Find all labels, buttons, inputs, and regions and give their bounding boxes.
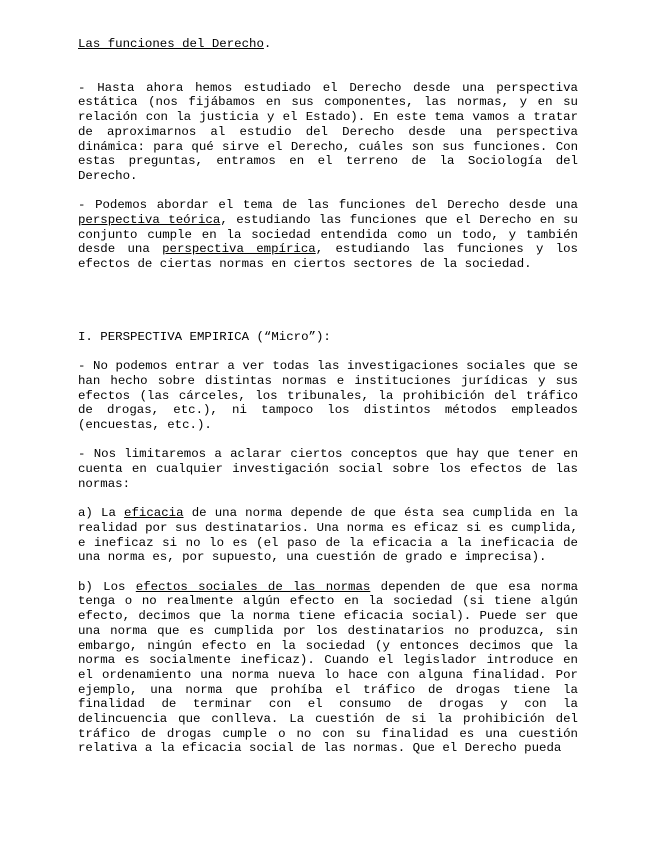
document-title-period: . <box>263 37 272 51</box>
paragraph-eficacia-text-2: de una norma depende de que ésta sea cumplida en la realidad por sus destinatarios. Una norma es eficaz si es cumplida, e ineficaz si no lo es (el paso de la eficacia a la ineficacia de una norma es, por supuesto, una cuestión de grado e imprecisa). <box>78 506 578 565</box>
paragraph-eficacia <box>78 506 578 565</box>
paragraph-efectos-text-2: dependen de que esa norma tenga o no realmente algún efecto en la sociedad (si tiene algún efecto, decimos que la norma tiene eficacia social). Puede ser que una norma que es cumplida por los destinatarios no produzca, sin embargo, ningún efecto en la sociedad (y entonces decimos que la norma es socialmente ineficaz). Cuando el legislador introduce en el ordenamiento una norma nueva lo hace con alguna finalidad. Por ejemplo, una norma que prohíba el tráfico de drogas tiene la finalidad de terminar con el consumo de drogas y con la delincuencia que conlleva. La cuestión de si la prohibición del tráfico de drogas cumple o no con su finalidad es una cuestión relativa a la eficacia social de las normas. Que el Derecho pueda <box>78 579 579 756</box>
document-body <box>78 37 578 756</box>
underlined-perspectiva-teorica: perspectiva teórica <box>78 213 221 228</box>
paragraph-perspectives-text-2: , estudiando las funciones que el Derecho en su conjunto cumple en la sociedad entendida como un todo, y también desde una <box>78 213 578 257</box>
underlined-perspectiva-empirica: perspectiva empírica <box>162 242 316 257</box>
paragraph-efectos-text-1: b) Los <box>78 579 136 594</box>
paragraph-eficacia-text-1: a) La <box>78 506 125 521</box>
paragraph-efectos-sociales <box>78 580 578 756</box>
paragraph-perspectives-text-1: - Podemos abordar el tema de las funciones del Derecho desde una <box>78 198 578 213</box>
paragraph-perspectives-text-3: , estudiando las funciones y los efectos de ciertas normas en ciertos sectores de la sociedad. <box>78 242 578 272</box>
paragraph-concepts: - Nos limitaremos a aclarar ciertos conceptos que hay que tener en cuenta en cualquier investigación social sobre los efectos de las normas: <box>78 447 578 491</box>
paragraph-intro: - Hasta ahora hemos estudiado el Derecho desde una perspectiva estática (nos fijábamos en sus componentes, las normas, y en su relación con la justicia y el Estado). En este tema vamos a tratar de aproximarnos al estudio del Derecho desde una perspectiva dinámica: para qué sirve el Derecho, cuáles son sus funciones. Con estas preguntas, entramos en el terreno de la Sociología del Derecho. <box>78 80 578 183</box>
paragraph-investigations: - No podemos entrar a ver todas las investigaciones sociales que se han hecho sobre distintas normas e instituciones jurídicas y sus efectos (las cárceles, los tribunales, la prohibición del tráfico de drogas, etc.), ni tampoco los distintos métodos empleados (encuestas, etc.). <box>78 359 578 433</box>
document-title <box>78 37 578 52</box>
document-title-text: Las funciones del Derecho <box>78 37 264 51</box>
section-heading: I. PERSPECTIVA EMPIRICA (“Micro”): <box>78 329 331 344</box>
paragraph-perspectives <box>78 198 578 272</box>
underlined-efectos-sociales: efectos sociales de las normas <box>135 579 371 594</box>
underlined-eficacia: eficacia <box>124 506 184 521</box>
